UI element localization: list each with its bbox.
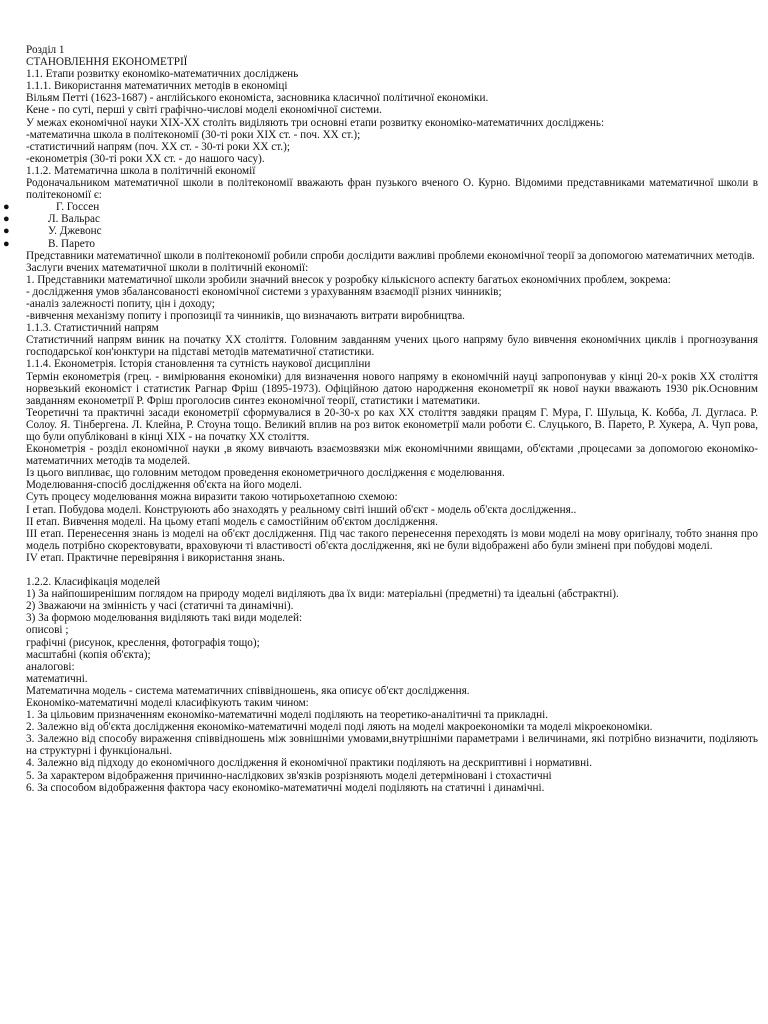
paragraph: Теоретичні та практичні засади економетрії сформувалися в 20-30-х ро ках XX століття завдяки працям Г. Мура, Г. Шульца, К. Кобба, Л. Дугласа. Р. Солоу. Я. Тінбергена. Л. Клейна, Р. Стоуна тощо. Великий вплив на роз виток економетрії мали роботи Є. Слуцького, В. Парето, Р. Хукера, А. Чуп рова, що були опубліковані в кінці XIX - на початку XX століття. bbox=[26, 406, 758, 443]
bullet-icon: ● bbox=[3, 225, 10, 238]
subsection-heading: 1.1.2. Математична школа в політичній економії bbox=[26, 164, 256, 177]
list-item bbox=[3, 225, 758, 238]
text-line: 2) Зважаючи на змінність у часі (статичні та динамічні). bbox=[26, 600, 294, 613]
list-item bbox=[3, 201, 758, 214]
text-line: -аналіз залежності попиту, цін і доходу; bbox=[26, 297, 215, 310]
paragraph: Економетрія - розділ економічної науки ,в якому вивчають взаємозвязки між економічними явищами, об'єктами ,процесами за допомогою економіко-математичних методів та моделей. bbox=[26, 443, 758, 468]
chapter-title: СТАНОВЛЕННЯ ЕКОНОМЕТРІЇ bbox=[26, 56, 188, 69]
text-line: - дослідження умов збалансованості економічної системи з урахуванням взаємодії різних чинників; bbox=[26, 285, 502, 298]
text-line: І етап. Побудова моделі. Конструюють або знаходять у реальному світі інший об'єкт - модель об'єкта дослідження.. bbox=[26, 503, 577, 516]
text-line: Із цього випливає, що головним методом проведення економетричного дослідження є моделювання. bbox=[26, 467, 505, 480]
list-item-text: В. Парето bbox=[48, 237, 95, 250]
bullet-list bbox=[3, 201, 758, 250]
text-line: Кене - по суті, перші у світі графічно-числові моделі економічної системи. bbox=[26, 104, 382, 117]
text-line: 6. За способом відображення фактора часу економіко-математичні моделі поділяють на статичні і динамічні. bbox=[26, 781, 545, 794]
text-line: описові ; bbox=[26, 624, 69, 637]
text-line: -економетрія (30-ті роки XX ст. - до нашого часу). bbox=[26, 152, 265, 165]
document-body bbox=[3, 44, 758, 794]
text-line: 5. За характером відображення причинно-наслідкових зв'язків розрізняють моделі детерміновані і стохастичні bbox=[26, 769, 552, 782]
text-line: IV етап. Практичне перевіряння і використання знань. bbox=[26, 551, 285, 564]
text-line: 4. Залежно від підходу до економічного дослідження й економічної практики поділяють на дескриптивні і нормативні. bbox=[26, 757, 592, 770]
text-line: Моделювання-спосіб дослідження об'єкта на його моделі. bbox=[26, 479, 302, 492]
bullet-icon: ● bbox=[3, 213, 10, 226]
subsection-heading: 1.1.1. Використання математичних методів в економіці bbox=[26, 80, 288, 93]
text-line: аналогові: bbox=[26, 660, 75, 673]
text-line: -статистичний напрям (поч. XX ст. - 30-ті роки XX ст.); bbox=[26, 140, 290, 153]
paragraph: ІІІ етап. Перенесення знань із моделі на об'єкт дослідження. Під час такого перенесення переходять із мови моделі на мову оригіналу, тобто знання про модель потрібно скоректовувати, враховуючи ті властивості об'єкта дослідження, які не були відображені або були змінені при побудові моделі. bbox=[26, 527, 758, 552]
paragraph: Статистичний напрям виник на початку XX століття. Головним завданням учених цього напряму було вивчення економічних циклів і прогнозування господарської кон'юнктури на підставі методів математичної статистики. bbox=[26, 334, 758, 359]
text-line: У межах економічної науки XIX-XX століть виділяють три основні етапи розвитку економіко-математичних досліджень: bbox=[26, 116, 605, 129]
bullet-icon: ● bbox=[3, 237, 10, 250]
text-line: Математична модель - система математичних співвідношень, яка описує об'єкт дослідження. bbox=[26, 684, 470, 697]
text-line: 3) За формою моделювання виділяють такі види моделей: bbox=[26, 612, 303, 625]
text-line: Суть процесу моделювання можна виразити такою чотирьохетапною схемою: bbox=[26, 491, 398, 504]
text-line: масштабні (копія об'єкта); bbox=[26, 648, 151, 661]
text-line: графічні (рисунок, креслення, фотографія тощо); bbox=[26, 636, 260, 649]
subsection-heading: 1.1.4. Економетрія. Історія становлення та сутність наукової дисципліни bbox=[26, 358, 371, 371]
text-line: математичні. bbox=[26, 672, 88, 685]
list-item bbox=[3, 213, 758, 226]
text-line: 1. За цільовим призначенням економіко-математичні моделі поділяють на теоретико-аналітичні та прикладні. bbox=[26, 709, 549, 722]
text-line: Вільям Петті (1623-1687) - англійського економіста, засновника класичної політичної економіки. bbox=[26, 92, 489, 105]
list-item-text: У. Джевонс bbox=[48, 225, 102, 238]
text-line: -вивчення механізму попиту і пропозиції та чинників, що визначають витрати виробництва. bbox=[26, 310, 465, 323]
list-item-text: Л. Вальрас bbox=[48, 213, 100, 226]
paragraph: Термін економетрія (грец. - вимірювання економіки) для визначення нового напряму в економічній науці запропонував у кінці 20-х років XX століття норвезький економіст і статистик Рагнар Фріш (1895-1973). Офіційною датою народження економетрії як нової науки вважають 1930 рік.Основним завданням економетрії Р. Фріш проголосив синтез економічної теорії, статистики і математики. bbox=[26, 370, 758, 407]
paragraph: 2. Залежно від об'єкта дослідження економіко-математичні моделі поді ляють на моделі макроекономіки та моделі мікроекономіки. bbox=[26, 721, 653, 734]
subsection-heading: 1.2.2. Класифікація моделей bbox=[26, 576, 161, 589]
paragraph: 3. Залежно від способу вираження співвідношень між зовнішніми умовами,внутрішніми параметрами і величинами, які потрібно визначити, поділяють на структурні і функціональні. bbox=[26, 733, 758, 758]
spacer bbox=[26, 564, 758, 576]
chapter-label: Розділ 1 bbox=[26, 44, 65, 56]
text-line: 1) За найпоширенішим поглядом на природу моделі виділяють два їх види: матеріальні (предметні) та ідеальні (абстрактні). bbox=[26, 588, 619, 601]
paragraph: Родоначальником математичної школи в політекономії вважають фран пузького вченого О. Курно. Відомими представниками математичної школи в політекономії є: bbox=[26, 177, 758, 202]
paragraph: Представники математичної школи в політекономії робили спроби дослідити важливі проблеми економічної теорії за допомогою математичних методів. bbox=[26, 249, 755, 262]
bullet-icon: ● bbox=[3, 201, 10, 214]
text-line: ІІ етап. Вивчення моделі. На цьому етапі модель є самостійним об'єктом дослідження. bbox=[26, 515, 438, 528]
paragraph: 1. Представники математичної школи зробили значний внесок у розробку кількісного аспекту багатьох економічних проблем, зокрема: bbox=[26, 273, 671, 286]
list-item bbox=[3, 237, 758, 250]
subsection-heading: 1.1.3. Статистичний напрям bbox=[26, 322, 159, 335]
text-line: Заслуги вчених математичної школи в політичній економії: bbox=[26, 261, 309, 274]
text-line: Економіко-математичні моделі класифікують таким чином: bbox=[26, 696, 309, 709]
list-item-text: Г. Госсен bbox=[56, 201, 100, 214]
section-heading: 1.1. Етапи розвитку економіко-математичних досліджень bbox=[26, 68, 299, 81]
text-line: -математична школа в політекономії (30-ті роки XIX ст. - поч. XX ст.); bbox=[26, 128, 361, 141]
